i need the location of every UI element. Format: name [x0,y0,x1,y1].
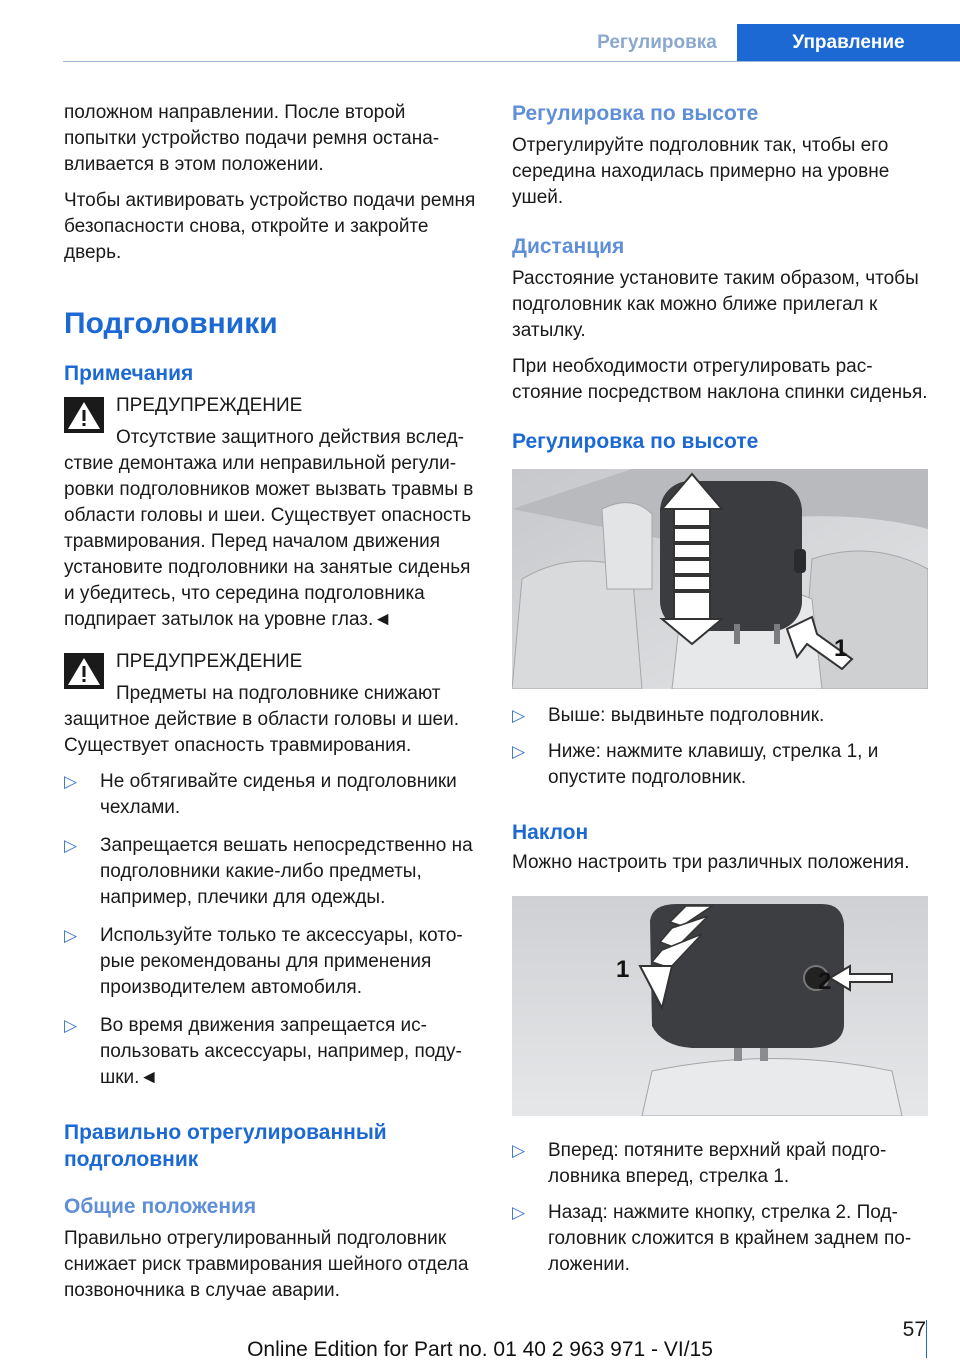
paragraph: Можно настроить три различных положения. [512,852,910,873]
subsection-title-correct: Правильно отрегулированный подголовник [64,1121,387,1171]
section-title-headrests: Подголовники [64,307,278,340]
triangle-right-bullet-icon: ▷ [512,706,526,725]
warning-text: Отсутствие защитного действия вслед- [116,427,464,448]
warning-title: ПРЕДУПРЕЖДЕНИЕ [116,651,303,672]
warning-triangle-icon [64,397,104,433]
warning-text: защитное действие в области головы и шеи. Существует опасность травмирования. [64,709,460,756]
list-item: ▷ Во время движения запрещается использовать аксессуары, например, подушки.◄ [64,1015,462,1088]
warning-text: ствие демонтажа или неправильной регулировки подголовников может вызвать травмы в области головы и шеи. Существует опасность травмирования. Перед началом движения установите подголовники на занятые сиденья и убедитесь, что середина подголовника подпирает затылок на уровне глаз.◄ [64,453,474,630]
subsection-title-tilt: Наклон [512,821,589,844]
left-column [64,100,480,1304]
paragraph: Чтобы активировать устройство подачи ремня безопасности снова, откройте и закройте дверь. [64,190,476,263]
warning-text: Предметы на подголовнике снижают [116,683,441,704]
paragraph: Правильно отрегулированный подголовник снижает риск травмирования шейного отдела позвоночника в случае аварии. [64,1228,469,1301]
triangle-right-bullet-icon: ▷ [512,1141,526,1160]
triangle-right-bullet-icon: ▷ [512,1203,526,1222]
subsection-title-distance: Дистанция [512,235,625,258]
edition-text: Online Edition for Part no. 01 40 2 963 971 - VI/15 [247,1338,713,1361]
headrest-height-image [512,469,928,689]
paragraph: Расстояние установите таким образом, чтобы подголовник как можно ближе прилегал к затылку. [512,268,919,341]
triangle-right-bullet-icon: ▷ [64,926,78,945]
warning-block [64,649,480,759]
page-number: 57 [902,1318,926,1341]
headrest-height-illustration [512,469,928,689]
list-item: ▷ Назад: нажмите кнопку, стрелка 2. Подголовник сложится в крайнем заднем положении. [512,1202,912,1275]
subsection-title-height-adjust: Регулировка по высоте [512,430,759,453]
bullet-list [512,1138,930,1278]
list-item: ▷ Вперед: потяните верхний край подголовника вперед, стрелка 1. [512,1140,887,1187]
headrest-tilt-illustration [512,896,928,1116]
paragraph: При необходимости отрегулировать расстояние посредством наклона спинки сиденья. [512,356,928,403]
subsection-title-height: Регулировка по высоте [512,102,759,125]
list-item: ▷ Ниже: нажмите клавишу, стрелка 1, и опустите подголовник. [512,741,879,788]
bullet-list [64,769,480,1091]
list-item: ▷ Используйте только те аксессуары, которые рекомендованы для применения производителем автомобиля. [64,925,463,998]
callout-label-1: 1 [616,956,630,983]
bullet-list [512,703,930,791]
header-tab-controls[interactable]: Управление [737,24,960,62]
subsection-title-general: Общие положения [64,1195,257,1218]
callout-label-2: 2 [818,968,832,995]
triangle-right-bullet-icon: ▷ [512,742,526,761]
triangle-right-bullet-icon: ▷ [64,1016,78,1035]
list-item: ▷ Выше: выдвиньте подголовник. [512,703,930,729]
warning-block [64,393,480,633]
list-item: ▷ Не обтягивайте сиденья и подголовники чехлами. [64,771,457,818]
triangle-right-bullet-icon: ▷ [64,772,78,791]
paragraph: положном направлении. После второй попытки устройство подачи ремня останавливается в этом положении. [64,102,440,175]
list-item: ▷ Запрещается вешать непосредственно на подголовники какие-либо предметы, например, плечики для одежды. [64,835,473,908]
right-column [512,100,930,1278]
header-tab-adjustment[interactable]: Регулировка [597,32,717,53]
warning-title: ПРЕДУПРЕЖДЕНИЕ [116,395,303,416]
warning-triangle-icon [64,653,104,689]
triangle-right-bullet-icon: ▷ [64,836,78,855]
paragraph: Отрегулируйте подголовник так, чтобы его середина находилась примерно на уровне ушей. [512,135,890,208]
subsection-title-notes: Примечания [64,362,194,385]
header-rule [63,61,960,62]
callout-label-1: 1 [834,635,848,662]
headrest-tilt-image [512,896,928,1116]
